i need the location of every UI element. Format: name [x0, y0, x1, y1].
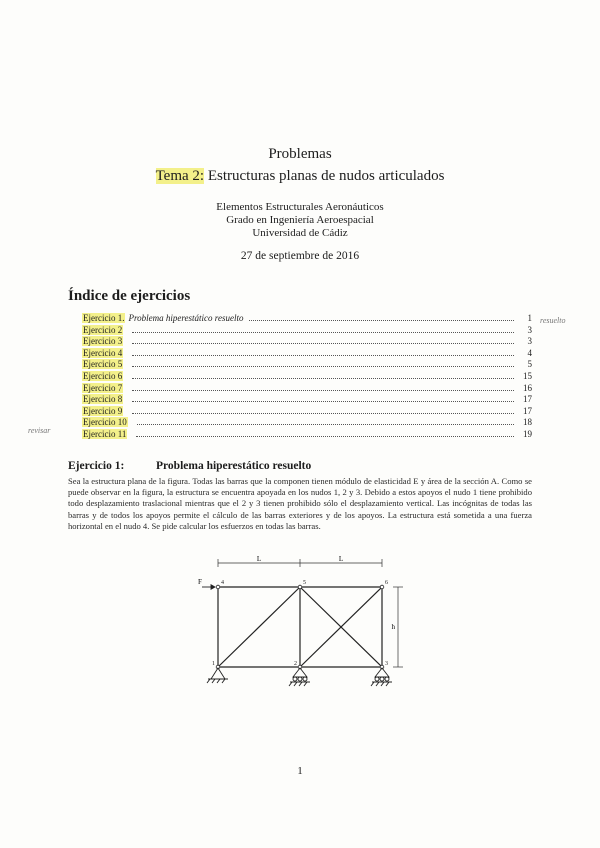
toc-entry-page: 16 — [523, 382, 532, 393]
toc-entry-page: 3 — [527, 324, 532, 335]
node-label-2: 2 — [294, 661, 297, 667]
toc-row[interactable] — [82, 313, 532, 325]
toc-entry-number: Ejercicio 5 — [83, 359, 123, 370]
document-title: Problemas — [268, 146, 332, 162]
dim-l2: L — [338, 555, 344, 563]
toc-row[interactable] — [82, 383, 532, 395]
toc-entry-label[interactable] — [82, 336, 126, 347]
toc-entry-label[interactable] — [82, 359, 126, 370]
node-5 — [298, 585, 302, 589]
node-label-1: 1 — [212, 661, 215, 667]
bar-diag-1 — [218, 587, 300, 667]
toc-row[interactable] — [82, 406, 532, 418]
node-label-5: 5 — [303, 580, 306, 586]
toc-leader-dots — [249, 320, 514, 321]
pin-support-1 — [211, 668, 225, 679]
toc-row[interactable] — [82, 336, 532, 348]
toc-entry-page: 17 — [523, 394, 532, 405]
university-name: Universidad de Cádiz — [252, 227, 348, 239]
toc-entry-page: 3 — [527, 336, 532, 347]
toc-entry-page: 17 — [523, 405, 532, 416]
toc-entry-subtitle: Problema hiperestático resuelto — [128, 313, 244, 323]
roller-support-3 — [375, 668, 389, 677]
margin-note-top: resuelto — [540, 316, 566, 325]
toc-entry-page: 4 — [527, 347, 532, 358]
node-label-6: 6 — [385, 580, 388, 586]
toc-entry-page: 5 — [527, 359, 532, 370]
toc-row[interactable] — [82, 348, 532, 360]
toc-row[interactable] — [82, 417, 532, 429]
force-label: F — [198, 578, 202, 586]
toc-row[interactable] — [82, 429, 532, 441]
toc-title: Índice de ejercicios — [68, 288, 191, 304]
toc-entry-number: Ejercicio 3 — [83, 336, 123, 347]
toc-entry-number: Ejercicio 1. — [83, 313, 125, 323]
document-subtitle — [0, 168, 600, 185]
toc-entry-label[interactable] — [82, 348, 126, 359]
toc-row[interactable] — [82, 325, 532, 337]
margin-note-left: revisar — [28, 426, 51, 435]
toc-entry-number: Ejercicio 4 — [83, 347, 123, 358]
document-date: 27 de septiembre de 2016 — [240, 250, 360, 262]
toc-leader-dots — [136, 436, 514, 437]
toc-entry-label[interactable] — [82, 383, 126, 394]
toc-entry-label[interactable] — [82, 394, 126, 405]
toc-entry-number: Ejercicio 11 — [83, 428, 127, 439]
toc-entry-number: Ejercicio 6 — [83, 370, 123, 381]
exercise-statement: Sea la estructura plana de la figura. Todas las barras que la componen tienen módulo de elasticidad E y área de la sección A. Como se puede observar en la figura, la estructura se encuentra apoyada en los nudos 1, 2 y 3. Debido a estos apoyos el nudo 1 tiene prohibido todo desplazamiento traslacional mientras que el 2 y 3 tienen prohibido sólo el desplazamiento vertical. Las incógnitas de todas las barras y de todos los apoyos permite el cálculo de las barras exteriores y de los apoyos. La estructura está sometida a una fuerza horizontal en el nudo 4. Se pide calcular los esfuerzos en todas las barras. — [68, 476, 532, 531]
toc-entry-page: 19 — [523, 428, 532, 439]
toc-row[interactable] — [82, 359, 532, 371]
toc-entry-label[interactable] — [82, 371, 126, 382]
toc-entry-page: 1 — [527, 313, 532, 323]
toc-entry-label[interactable] — [82, 417, 131, 428]
roller-support-2 — [293, 668, 307, 677]
toc-leader-dots — [132, 355, 514, 356]
node-label-4: 4 — [221, 580, 224, 586]
toc-leader-dots — [132, 332, 514, 333]
toc-entry-page: 18 — [523, 417, 532, 428]
node-label-3: 3 — [385, 661, 388, 667]
toc-entry-number: Ejercicio 8 — [83, 394, 123, 405]
degree-name: Grado en Ingeniería Aeroespacial — [226, 214, 374, 226]
subtitle-rest: Estructuras planas de nudos articulados — [204, 168, 445, 184]
toc-leader-dots — [132, 413, 514, 414]
toc-entry-number: Ejercicio 2 — [83, 324, 123, 335]
toc-entry-number: Ejercicio 9 — [83, 405, 123, 416]
toc-entry-label[interactable] — [82, 429, 130, 440]
toc-entry-label[interactable] — [82, 406, 126, 417]
toc-leader-dots — [132, 343, 514, 344]
subtitle-highlight: Tema 2: — [155, 168, 205, 184]
toc-leader-dots — [132, 390, 514, 391]
toc-entry-label[interactable] — [82, 313, 243, 324]
exercise-title: Problema hiperestático resuelto — [156, 460, 312, 472]
dim-l1: L — [256, 555, 262, 563]
page-number: 1 — [297, 765, 303, 777]
exercise-heading — [68, 460, 311, 472]
toc-entry-page: 15 — [523, 370, 532, 381]
exercise-number: Ejercicio 1: — [68, 460, 125, 472]
dim-h: h — [391, 623, 395, 631]
toc-leader-dots — [137, 424, 514, 425]
toc-entry-number: Ejercicio 10 — [83, 417, 127, 428]
toc-row[interactable] — [82, 394, 532, 406]
truss-figure — [190, 555, 410, 695]
node-4 — [216, 585, 220, 589]
toc-leader-dots — [132, 401, 514, 402]
node-6 — [380, 585, 384, 589]
toc-entry-label[interactable] — [82, 325, 126, 336]
toc-entry-number: Ejercicio 7 — [83, 382, 123, 393]
toc-leader-dots — [132, 366, 514, 367]
table-of-contents — [82, 313, 532, 441]
course-name: Elementos Estructurales Aeronáuticos — [216, 201, 384, 213]
toc-row[interactable] — [82, 371, 532, 383]
toc-leader-dots — [132, 378, 514, 379]
